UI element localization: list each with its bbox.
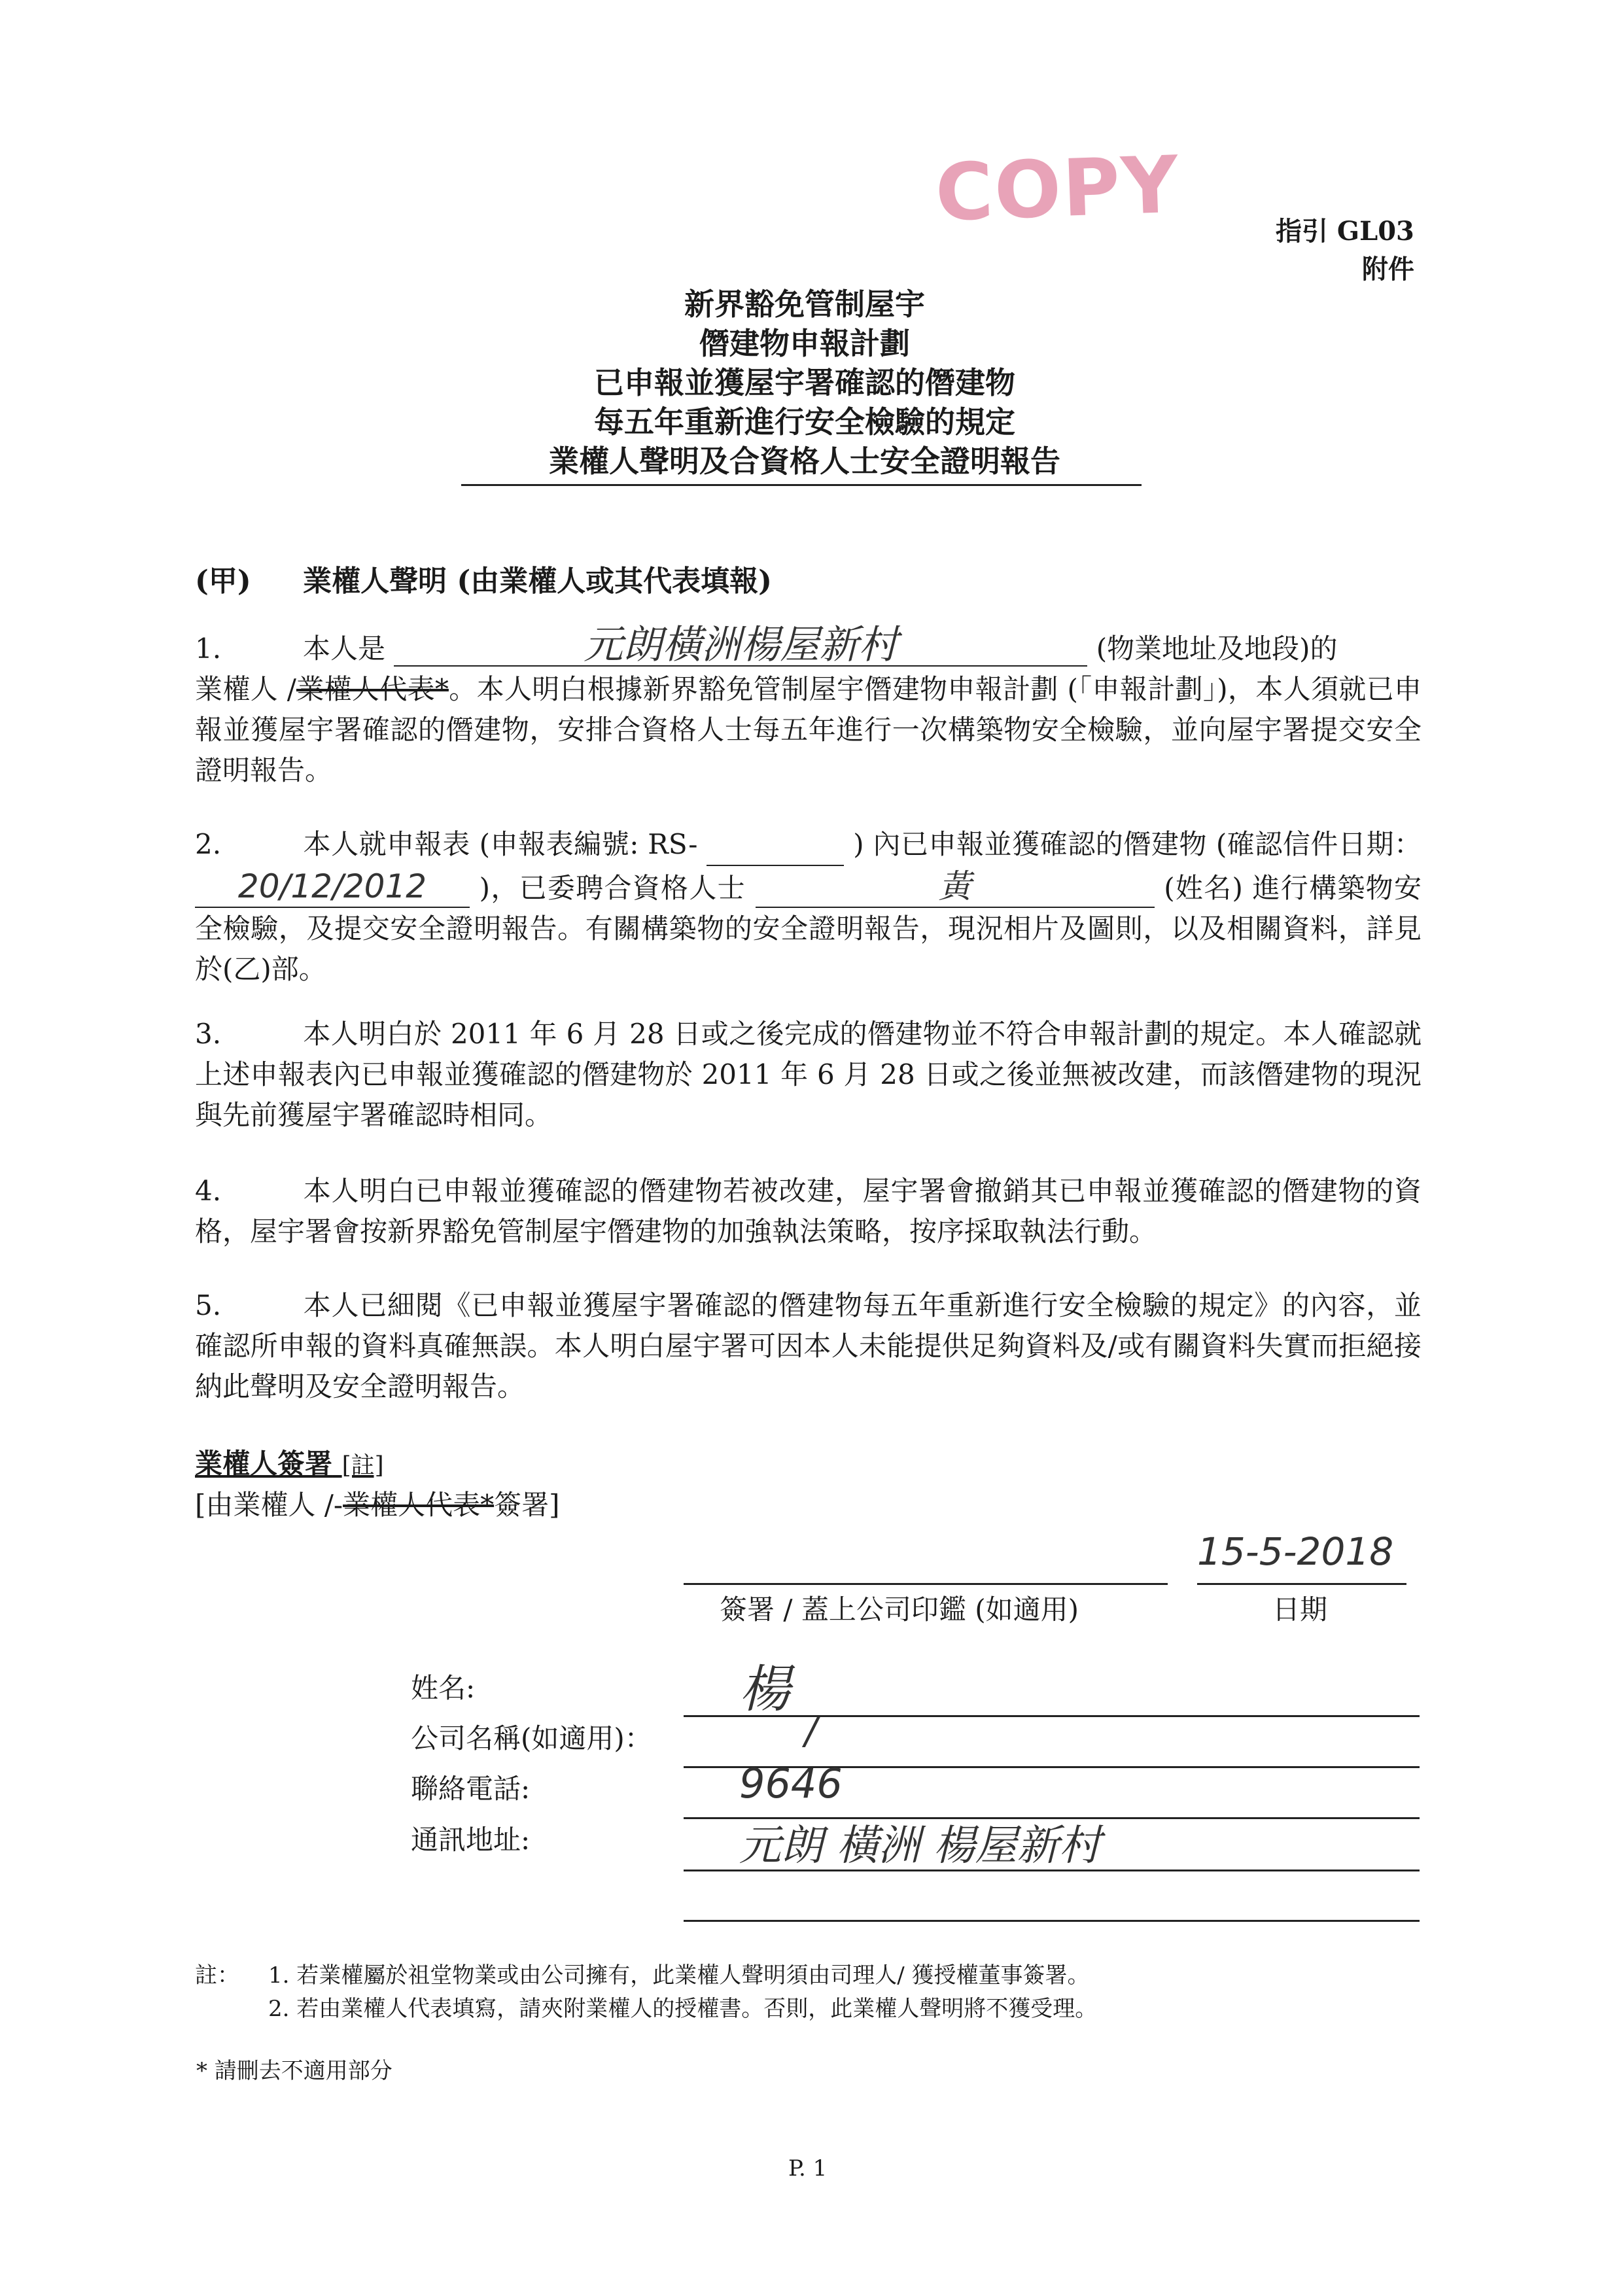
title-line-3: 已申報並獲屋宇署確認的僭建物 xyxy=(594,365,1015,400)
address-label: 通訊地址: xyxy=(411,1824,531,1856)
note-reference: [註] xyxy=(341,1452,384,1479)
note-1: 1. 若業權屬於祖堂物業或由公司擁有，此業權人聲明須由司理人/ 獲授權董事簽署。 xyxy=(268,1962,1090,1989)
attachment-label: 附件 xyxy=(1361,254,1414,285)
p3-text: 本人明白於 2011 年 6 月 28 日或之後完成的僭建物並不符合申報計劃的規定。本人確認就上述申報表內已申報並獲確認的僭建物於 2011 年 6 月 28 日或之後並無被改建，而該僭建物的現況與先前獲屋宇署確認時相同。 xyxy=(195,1018,1422,1131)
title-line-1: 新界豁免管制屋宇 xyxy=(684,287,925,322)
signature-subtitle xyxy=(195,1484,560,1523)
guide-code: 指引 GL03 xyxy=(1276,216,1414,247)
p5-text: 本人已細閱《已申報並獲屋宇署確認的僭建物每五年重新進行安全檢驗的規定》的內容，並確認所申報的資料真確無誤。本人明白屋宇署可因本人未能提供足夠資料及/或有關資料失實而拒絕接納此聲明及安全證明報告。 xyxy=(195,1289,1422,1402)
paragraph-1 xyxy=(195,622,1422,791)
title-line-5: 業權人聲明及合資格人士安全證明報告 xyxy=(549,444,1060,479)
struck-owner-rep: 業權人代表* xyxy=(296,673,449,705)
delete-note: * 請刪去不適用部分 xyxy=(196,2058,393,2084)
address-line xyxy=(684,1870,1420,1871)
p2-text-d: (姓名) xyxy=(1164,872,1243,904)
copy-stamp: COPY xyxy=(934,139,1181,239)
signature-line[interactable] xyxy=(684,1583,1168,1585)
p2-text-c: )，已委聘合資格人士 xyxy=(479,872,746,904)
phone-value[interactable]: 9646 xyxy=(739,1760,843,1807)
guide-reference xyxy=(1276,213,1414,288)
p1-text-b: (物業地址及地段)的 xyxy=(1096,633,1338,665)
section-a-heading xyxy=(195,557,772,599)
signature-title: 業權人簽署 xyxy=(195,1448,333,1480)
title-line-2: 僭建物申報計劃 xyxy=(699,326,910,361)
p1-text-c: 業權人 / xyxy=(195,673,296,705)
address-value[interactable]: 元朗 橫洲 楊屋新村 xyxy=(739,1822,1101,1870)
p1-text-a: 本人是 xyxy=(303,633,386,665)
paragraph-number: 4. xyxy=(195,1175,222,1207)
document-title xyxy=(458,285,1151,481)
company-value[interactable]: / xyxy=(805,1711,817,1753)
note-2: 2. 若由業權人代表填寫，請夾附業權人的授權書。否則，此業權人聲明將不獲受理。 xyxy=(268,1996,1098,2022)
p2-text-e: 進行構築物安全檢驗，及提交安全證明報告。有關構築物的安全證明報告，現況相片及圖則，以及相關資料，詳見於(乙)部。 xyxy=(195,872,1422,985)
p2-text-a: 本人就申報表 (申報表編號: RS- xyxy=(303,828,698,860)
address-line-2 xyxy=(684,1920,1420,1922)
sig-sub-b: 簽署] xyxy=(494,1489,560,1521)
paragraph-2 xyxy=(195,824,1422,990)
phone-label: 聯絡電話: xyxy=(411,1773,531,1805)
paragraph-5 xyxy=(195,1285,1422,1407)
name-value[interactable]: 楊 xyxy=(739,1660,791,1719)
p4-text: 本人明白已申報並獲確認的僭建物若被改建，屋宇署會撤銷其已申報並獲確認的僭建物的資格，屋宇署會按新界豁免管制屋宇僭建物的加強執法策略，按序採取執法行動。 xyxy=(195,1175,1422,1247)
confirmation-date-field[interactable]: 20/12/2012 xyxy=(195,866,470,908)
p2-text-b: ) 內已申報並獲確認的僭建物 (確認信件日期： xyxy=(853,828,1422,860)
company-label: 公司名稱(如適用)： xyxy=(411,1722,652,1754)
signature-caption: 簽署 / 蓋上公司印鑑 (如適用) xyxy=(720,1593,1079,1626)
date-caption: 日期 xyxy=(1272,1593,1328,1626)
paragraph-number: 5. xyxy=(195,1289,222,1321)
paragraph-3 xyxy=(195,1014,1422,1136)
paragraph-number: 2. xyxy=(195,828,222,860)
paragraph-number: 1. xyxy=(195,633,222,665)
signature-date-value[interactable]: 15-5-2018 xyxy=(1197,1529,1394,1574)
paragraph-number: 3. xyxy=(195,1018,222,1050)
owner-signature-heading xyxy=(195,1442,384,1482)
name-label: 姓名: xyxy=(411,1672,476,1704)
date-line[interactable] xyxy=(1197,1583,1406,1585)
title-line-4: 每五年重新進行安全檢驗的規定 xyxy=(594,404,1015,440)
page-number: P. 1 xyxy=(788,2155,828,2182)
p1-text-d: 。本人明白根據新界豁免管制屋宇僭建物申報計劃 (「申報計劃」)，本人須就已申報並獲屋宇署確認的僭建物，安排合資格人士每五年進行一次構築物安全檢驗，並向屋宇署提交安全證明報告。 xyxy=(195,673,1422,786)
section-a-tag: (甲) xyxy=(195,565,251,598)
section-a-title: 業權人聲明 (由業權人或其代表填報) xyxy=(303,565,772,598)
qualified-person-name-field[interactable]: 黃 xyxy=(756,866,1155,908)
form-number-field[interactable] xyxy=(707,824,844,866)
notes-prefix: 註： xyxy=(195,1962,239,1989)
property-address-field[interactable]: 元朗橫洲楊屋新村 xyxy=(394,625,1087,667)
paragraph-4 xyxy=(195,1171,1422,1252)
struck-owner-rep-sig: 業權人代表* xyxy=(343,1489,495,1521)
name-line xyxy=(684,1715,1420,1717)
title-underline xyxy=(461,484,1142,486)
sig-sub-a: [由業權人 /- xyxy=(195,1489,343,1521)
